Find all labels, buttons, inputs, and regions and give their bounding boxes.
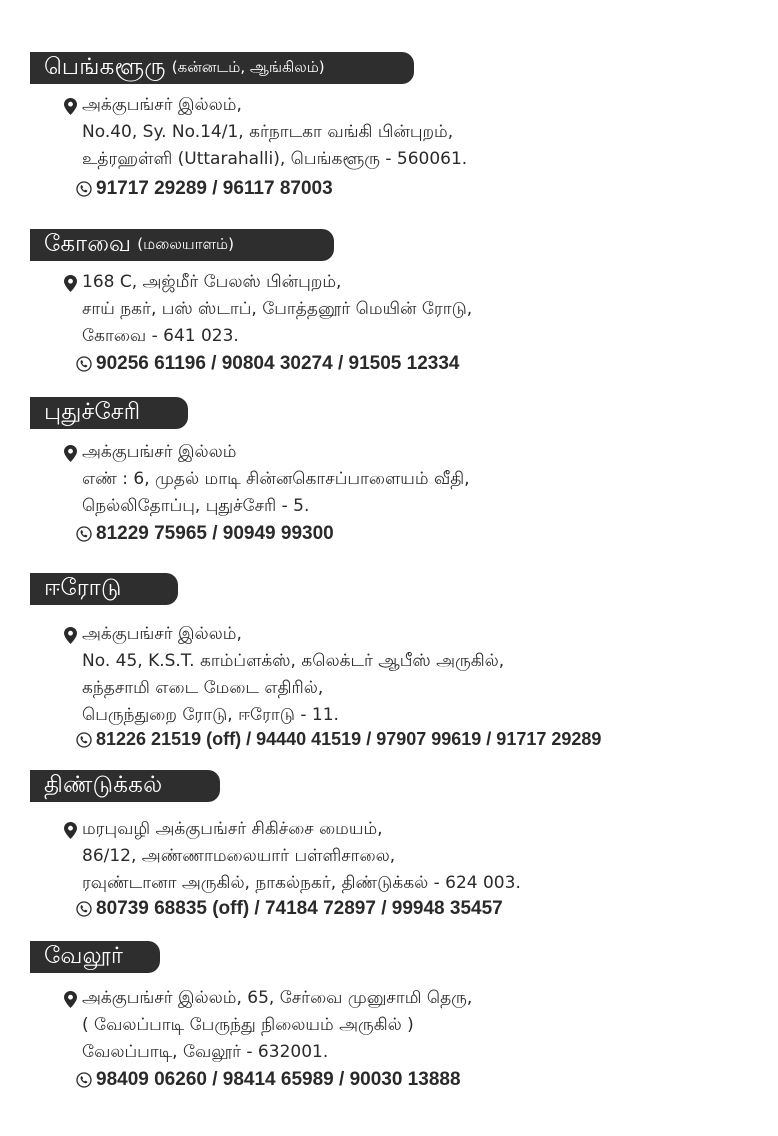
address-line: ( வேலப்பாடி பேருந்து நிலையம் அருகில் ) bbox=[82, 1015, 414, 1035]
phone-list: 80739 68835 (off) / 74184 72897 / 99948 35457 bbox=[96, 898, 503, 919]
location-pin-icon bbox=[64, 444, 77, 461]
phone-numbers bbox=[76, 353, 459, 375]
phone-icon bbox=[76, 181, 92, 197]
address-line: மரபுவழி அக்குபங்சர் சிகிச்சை மையம், bbox=[82, 819, 383, 839]
phone-numbers bbox=[76, 1069, 461, 1091]
city-name: புதுச்சேரி bbox=[44, 398, 141, 425]
address-block bbox=[82, 985, 472, 1066]
location-pin-icon bbox=[64, 97, 77, 114]
address-line: வேலப்பாடி, வேலூர் - 632001. bbox=[82, 1042, 329, 1062]
city-name: பெங்களூரு bbox=[44, 53, 166, 80]
address-line: No.40, Sy. No.14/1, கர்நாடகா வங்கி பின்புறம், bbox=[82, 122, 454, 142]
city-name: ஈரோடு bbox=[44, 574, 122, 601]
phone-icon bbox=[76, 901, 92, 917]
phone-list: 98409 06260 / 98414 65989 / 90030 13888 bbox=[96, 1069, 461, 1090]
address-block bbox=[82, 439, 470, 520]
address-block bbox=[82, 621, 504, 729]
city-name: கோவை bbox=[44, 230, 132, 257]
address-line: ரவுண்டானா அருகில், நாகல்நகர், திண்டுக்கல் - 624 003. bbox=[82, 873, 521, 893]
location-pin-icon bbox=[64, 990, 77, 1007]
address-line: அக்குபங்சர் இல்லம், 65, சேர்வை முனுசாமி தெரு, bbox=[82, 988, 473, 1008]
city-badge bbox=[30, 397, 188, 429]
city-badge bbox=[30, 229, 334, 261]
location-pin-icon bbox=[64, 274, 77, 291]
address-line: 168 C, அஜ்மீர் பேலஸ் பின்புறம், bbox=[82, 272, 342, 292]
phone-list: 81229 75965 / 90949 99300 bbox=[96, 523, 334, 544]
address-line: நெல்லிதோப்பு, புதுச்சேரி - 5. bbox=[82, 496, 310, 516]
phone-list: 81226 21519 (off) / 94440 41519 / 97907 99619 / 91717 29289 bbox=[96, 729, 602, 749]
phone-list: 90256 61196 / 90804 30274 / 91505 12334 bbox=[96, 353, 460, 374]
address-block bbox=[82, 92, 467, 173]
phone-numbers bbox=[76, 729, 601, 750]
address-block bbox=[82, 269, 472, 350]
address-line: கந்தசாமி எடை மேடை எதிரில், bbox=[82, 678, 324, 698]
location-pin-icon bbox=[64, 821, 77, 838]
city-badge bbox=[30, 770, 220, 802]
city-name: வேலூர் bbox=[44, 942, 124, 969]
city-subtitle: (மலையாளம்) bbox=[137, 235, 234, 253]
address-line: அக்குபங்சர் இல்லம், bbox=[82, 95, 242, 115]
address-line: 86/12, அண்ணாமலையார் பள்ளிசாலை, bbox=[82, 846, 396, 866]
address-line: அக்குபங்சர் இல்லம் bbox=[82, 442, 237, 462]
phone-numbers bbox=[76, 898, 503, 920]
phone-numbers bbox=[76, 523, 334, 545]
address-line: உத்ரஹள்ளி (Uttarahalli), பெங்களூரு - 560061. bbox=[82, 149, 468, 169]
address-line: சாய் நகர், பஸ் ஸ்டாப், போத்தனூர் மெயின் ரோடு, bbox=[82, 299, 473, 319]
phone-icon bbox=[76, 732, 92, 748]
address-line: No. 45, K.S.T. காம்ப்ளக்ஸ், கலெக்டர் ஆபீஸ் அருகில், bbox=[82, 651, 505, 671]
address-line: பெருந்துறை ரோடு, ஈரோடு - 11. bbox=[82, 705, 339, 725]
city-badge bbox=[30, 52, 414, 84]
address-block bbox=[82, 816, 521, 897]
phone-icon bbox=[76, 1072, 92, 1088]
location-pin-icon bbox=[64, 626, 77, 643]
phone-icon bbox=[76, 526, 92, 542]
phone-numbers bbox=[76, 178, 333, 200]
city-badge bbox=[30, 573, 178, 605]
address-line: எண் : 6, முதல் மாடி சின்னகொசப்பாளையம் வீதி, bbox=[82, 469, 470, 489]
city-subtitle: (கன்னடம், ஆங்கிலம்) bbox=[171, 58, 325, 76]
phone-icon bbox=[76, 356, 92, 372]
address-line: கோவை - 641 023. bbox=[82, 326, 239, 346]
phone-list: 91717 29289 / 96117 87003 bbox=[96, 178, 333, 199]
city-name: திண்டுக்கல் bbox=[44, 771, 163, 798]
address-line: அக்குபங்சர் இல்லம், bbox=[82, 624, 242, 644]
city-badge bbox=[30, 941, 160, 973]
